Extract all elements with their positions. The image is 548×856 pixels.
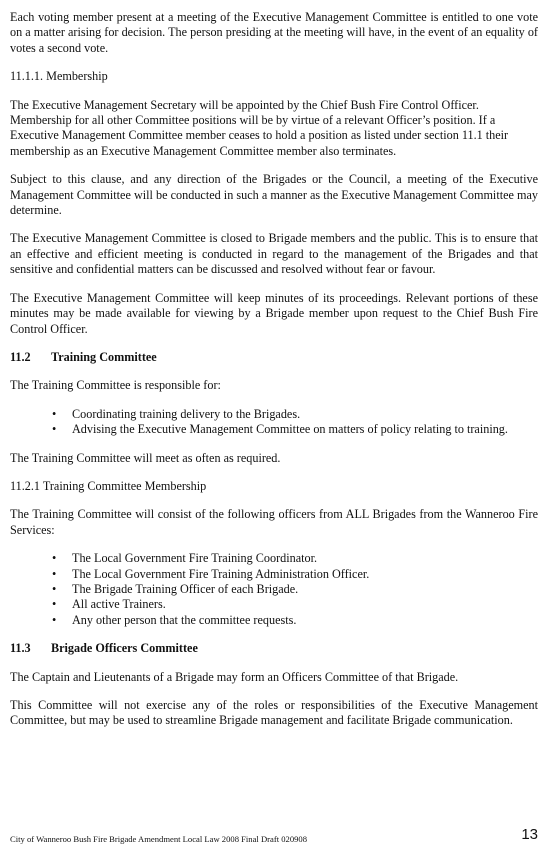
bullet-icon: • <box>52 566 57 581</box>
minutes-paragraph: The Executive Management Committee will keep minutes of its proceedings. Relevant portions of these minutes may be made available for viewing by a Brigade member upon request to the Chief Bush Fire Control Officer. <box>10 290 538 336</box>
training-responsibilities-list <box>10 407 538 438</box>
page-number: 13 <box>521 826 538 843</box>
list-item <box>10 422 538 437</box>
page-footer: City of Wanneroo Bush Fire Brigade Amendment Local Law 2008 Final Draft 020908 <box>10 834 308 844</box>
training-intro: The Training Committee is responsible for: <box>10 378 221 393</box>
list-item <box>10 613 538 628</box>
section-title: Brigade Officers Committee <box>51 641 198 656</box>
bullet-icon: • <box>52 422 57 437</box>
bullet-icon: • <box>52 551 57 566</box>
list-item-text: All active Trainers. <box>72 597 166 612</box>
list-item <box>10 582 538 597</box>
closed-paragraph: The Executive Management Committee is closed to Brigade members and the public. This is to ensure that an effective and efficient meeting is conducted in regard to the management of the Brigades and that sensitive and confidential matters can be discussed and resolved without fear or favour. <box>10 231 538 277</box>
bullet-icon: • <box>52 406 57 421</box>
training-committee-heading <box>10 350 538 365</box>
list-item <box>10 597 538 612</box>
list-item-text: The Local Government Fire Training Administration Officer. <box>72 566 370 581</box>
section-title: Training Committee <box>51 349 157 364</box>
document-page <box>10 10 538 742</box>
list-item <box>10 551 538 566</box>
list-item-text: Coordinating training delivery to the Brigades. <box>72 406 301 421</box>
bullet-icon: • <box>52 581 57 596</box>
officers-paragraph-1: The Captain and Lieutenants of a Brigade may form an Officers Committee of that Brigade. <box>10 669 459 684</box>
list-item <box>10 407 538 422</box>
section-number: 11.2 <box>10 349 31 364</box>
list-item-text: Advising the Executive Management Committee on matters of policy relating to training. <box>72 422 508 437</box>
list-item-text: The Brigade Training Officer of each Brigade. <box>72 581 299 596</box>
section-number: 11.3 <box>10 641 31 656</box>
training-consist-paragraph: The Training Committee will consist of the following officers from ALL Brigades from the Wanneroo Fire Services: <box>10 507 538 537</box>
training-meet-paragraph: The Training Committee will meet as often as required. <box>10 450 281 465</box>
training-members-list <box>10 551 538 628</box>
list-item-text: The Local Government Fire Training Coordinator. <box>72 551 318 566</box>
list-item <box>10 567 538 582</box>
voting-paragraph: Each voting member present at a meeting of the Executive Management Committee is entitled to one vote on a matter arising for decision. The person presiding at the meeting will have, in the event of an equality of votes a second vote. <box>10 10 538 55</box>
training-membership-subheading: 11.2.1 Training Committee Membership <box>10 478 207 493</box>
list-item-text: Any other person that the committee requests. <box>72 612 297 627</box>
subject-paragraph: Subject to this clause, and any direction of the Brigades or the Council, a meeting of the Executive Management Committee will be conducted in such a manner as the Executive Management Committee may determine. <box>10 172 538 218</box>
officers-paragraph-2: This Committee will not exercise any of the roles or responsibilities of the Executive Management Committee, but may be used to streamline Brigade management and facilitate Brigade communication. <box>10 698 538 728</box>
secretary-paragraph: The Executive Management Secretary will be appointed by the Chief Bush Fire Control Officer. Membership for all other Committee positions will be by virtue of a relevant Officer’s position. If a Executive Management Committee member ceases to hold a position as listed under section 11.1 their membership as an Executive Management Committee member also terminates. <box>10 97 509 158</box>
bullet-icon: • <box>52 612 57 627</box>
bullet-icon: • <box>52 597 57 612</box>
officers-committee-heading <box>10 641 538 656</box>
membership-subheading: 11.1.1. Membership <box>10 69 108 84</box>
